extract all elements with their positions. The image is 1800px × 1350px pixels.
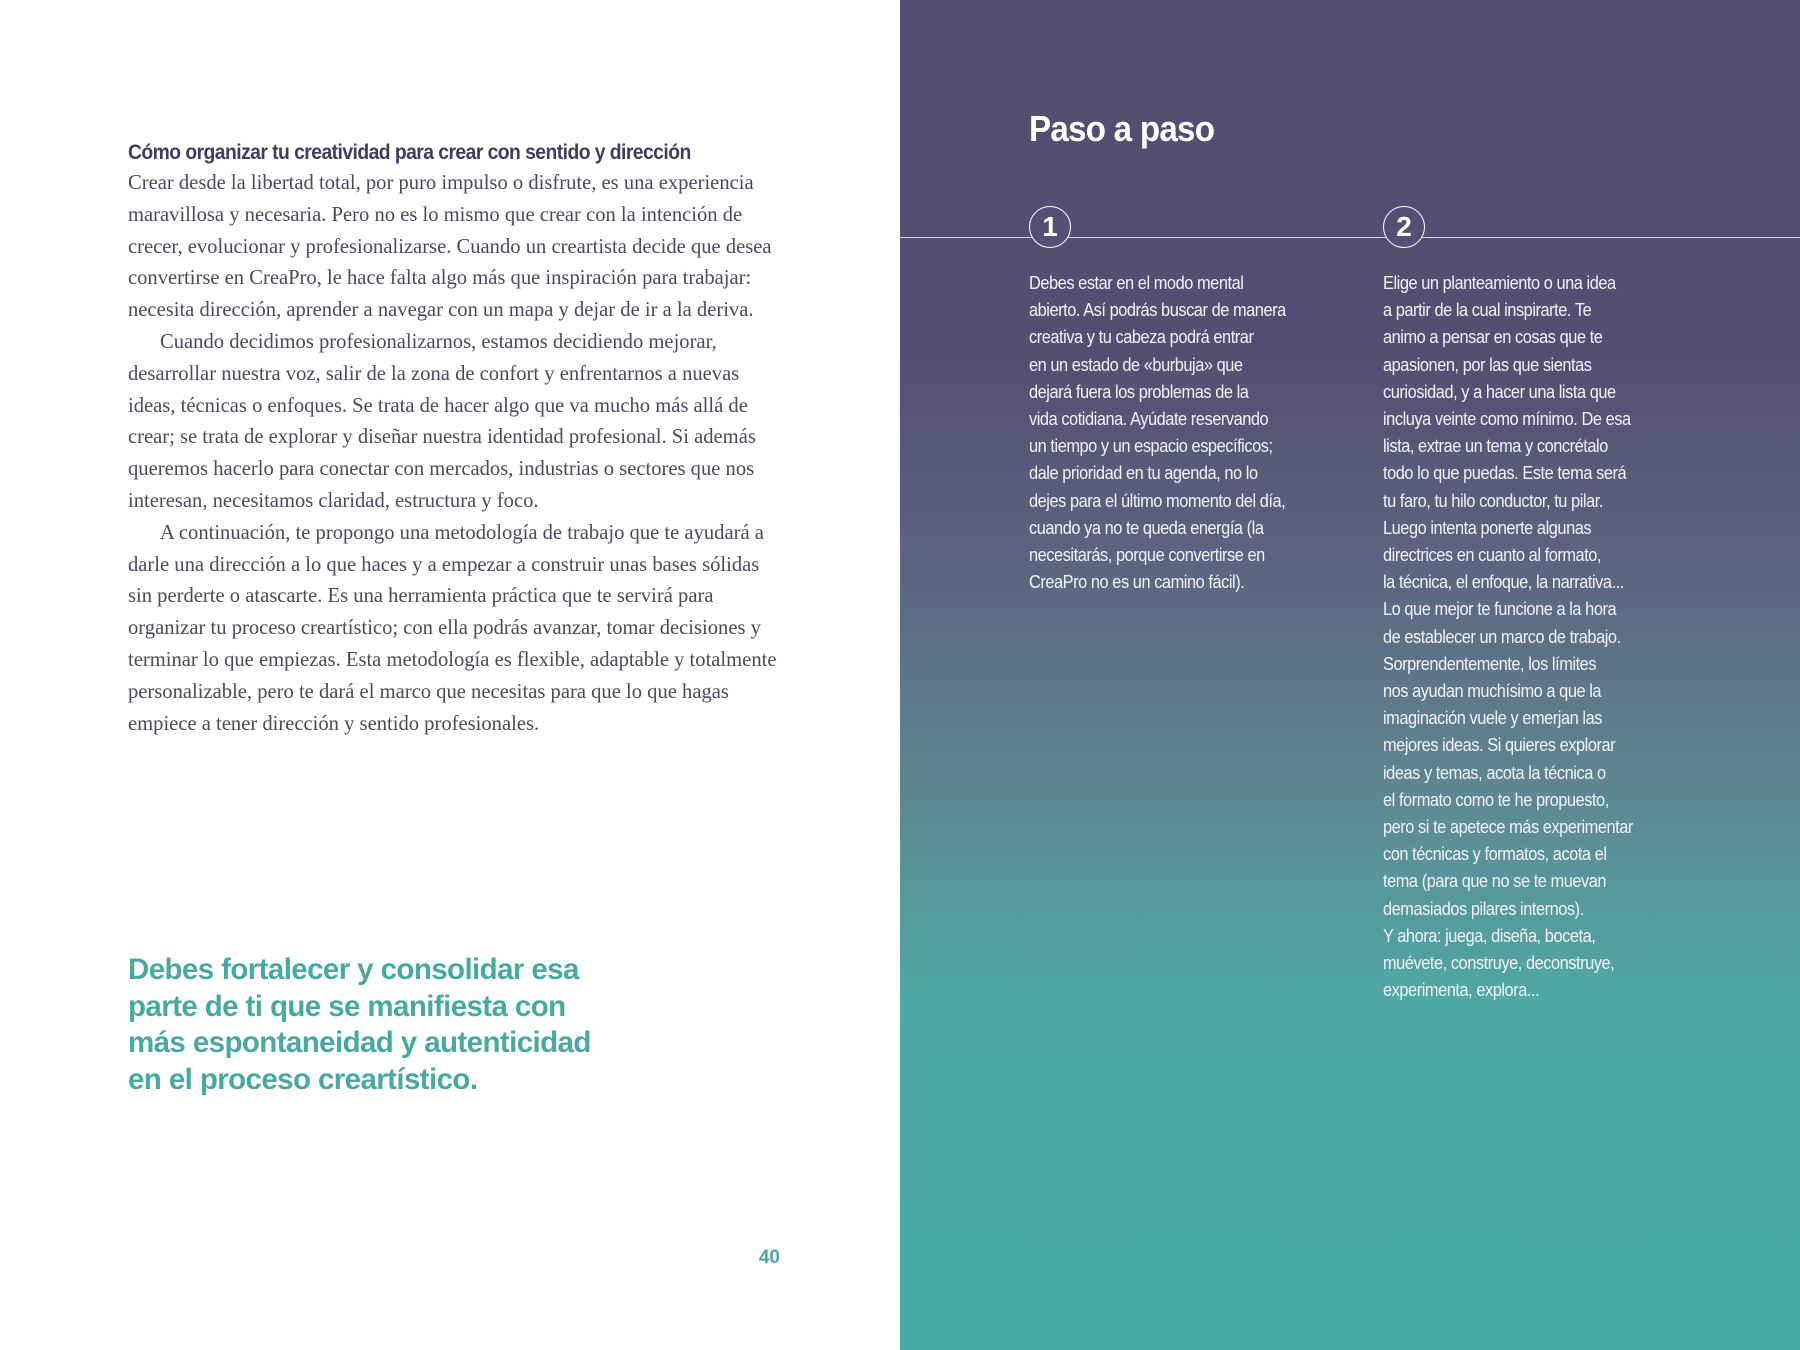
step-text-line: cuando ya no te queda energía (la	[1029, 517, 1264, 538]
step-text-line: imaginación vuele y emerjan las	[1383, 708, 1602, 729]
step-text-line: tu faro, tu hilo conductor, tu pilar.	[1383, 490, 1603, 511]
step-text-line: mejores ideas. Si quieres explorar	[1383, 735, 1616, 756]
step-text-line: lista, extrae un tema y concrétalo	[1383, 436, 1608, 457]
step-text-line: en un estado de «burbuja» que	[1029, 354, 1243, 375]
step-text-line: animo a pensar en cosas que te	[1383, 327, 1603, 348]
step-text-line: dale prioridad en tu agenda, no lo	[1029, 463, 1258, 484]
step-text-line: necesitarás, porque convertirse en	[1029, 545, 1265, 566]
step-text-line: demasiados pilares internos).	[1383, 898, 1584, 919]
step-text-line: ideas y temas, acota la técnica o	[1383, 762, 1606, 783]
step-text-line: el formato como te he propuesto,	[1383, 789, 1609, 810]
step-2-text	[1383, 270, 1633, 1004]
step-text-line: muévete, construye, deconstruye,	[1383, 953, 1615, 974]
section-heading: Cómo organizar tu creatividad para crear con sentido y dirección	[128, 141, 691, 164]
step-text-line: a partir de la cual inspirarte. Te	[1383, 300, 1592, 321]
step-text-line: CreaPro no es un camino fácil).	[1029, 572, 1245, 593]
page-number: 40	[758, 1247, 780, 1268]
step-text-line: directrices en cuanto al formato,	[1383, 545, 1602, 566]
body-paragraph-3: A continuación, te propongo una metodología de trabajo que te ayudará a darle una dirección a lo que haces y a empezar a construir unas bases sólidas sin perderte o atascarte. Es una herramienta práctica que te servirá para organizar tu proceso creartístico; con ella podrás avanzar, tomar decisiones y terminar lo que empiezas. Esta metodología es flexible, adaptable y totalmente personalizable, pero te dará el marco que necesitas para que lo que hagas empiece a tener dirección y sentido profesionales.	[128, 521, 777, 735]
body-paragraph-2: Cuando decidimos profesionalizarnos, estamos decidiendo mejorar, desarrollar nuestra voz, salir de la zona de confort y enfrentarnos a nuevas ideas, técnicas o enfoques. Se trata de hacer algo que va mucho más allá de crear; se trata de explorar y diseñar nuestra identidad profesional. Si además queremos hacerlo para conectar con mercados, industrias o sectores que nos interesan, necesitamos claridad, estructura y foco.	[128, 330, 756, 512]
step-text-line: Luego intenta ponerte algunas	[1383, 517, 1592, 538]
step-text-line: dejará fuera los problemas de la	[1029, 381, 1249, 402]
step-text-line: Y ahora: juega, diseña, boceta,	[1383, 925, 1596, 946]
step-text-line: Elige un planteamiento o una idea	[1383, 273, 1616, 293]
step-text-line: apasionen, por las que sientas	[1383, 354, 1592, 375]
step-1-text	[1029, 270, 1286, 596]
step-text-line: experimenta, explora...	[1383, 980, 1540, 1001]
step-text-line: dejes para el último momento del día,	[1029, 490, 1286, 511]
step-text-line: Lo que mejor te funcione a la hora	[1383, 599, 1617, 620]
pull-quote: Debes fortalecer y consolidar esa parte de ti que se manifiesta con más espontaneidad y autenticidad en el proceso creartístico.	[128, 953, 591, 1096]
body-paragraph-1: Crear desde la libertad total, por puro impulso o disfrute, es una experiencia maravillosa y necesaria. Pero no es lo mismo que crear con la intención de crecer, evolucionar y profesionalizarse. Cuando un creartista decide que desea convertirse en CreaPro, le hace falta algo más que inspiración para trabajar: necesita dirección, aprender a navegar con un mapa y dejar de ir a la deriva.	[128, 172, 772, 322]
step-text-line: incluya veinte como mínimo. De esa	[1383, 409, 1631, 430]
step-text-line: todo lo que puedas. Este tema será	[1383, 463, 1627, 484]
step-text-line: abierto. Así podrás buscar de manera	[1029, 300, 1286, 321]
step-text-line: con técnicas y formatos, acota el	[1383, 844, 1607, 865]
section-title: Paso a paso	[1029, 108, 1215, 149]
step-text-line: pero si te apetece más experimentar	[1383, 817, 1633, 838]
step-text-line: Debes estar en el modo mental	[1029, 273, 1244, 293]
step-text-line: creativa y tu cabeza podrá entrar	[1029, 327, 1254, 348]
step-text-line: nos ayudan muchísimo a que la	[1383, 681, 1602, 702]
right-page	[900, 0, 1800, 1350]
step-text-line: la técnica, el enfoque, la narrativa...	[1383, 572, 1624, 593]
step-text-line: un tiempo y un espacio específicos;	[1029, 436, 1273, 457]
step-number-badge-1: 1	[1029, 206, 1071, 248]
step-number-badge-2: 2	[1383, 206, 1425, 248]
step-text-line: curiosidad, y a hacer una lista que	[1383, 381, 1616, 402]
step-text-line: tema (para que no se te muevan	[1383, 871, 1607, 892]
step-text-line: Sorprendentemente, los límites	[1383, 653, 1597, 674]
left-text-column	[128, 137, 778, 740]
step-text-line: vida cotidiana. Ayúdate reservando	[1029, 409, 1269, 430]
step-text-line: de establecer un marco de trabajo.	[1383, 626, 1621, 647]
